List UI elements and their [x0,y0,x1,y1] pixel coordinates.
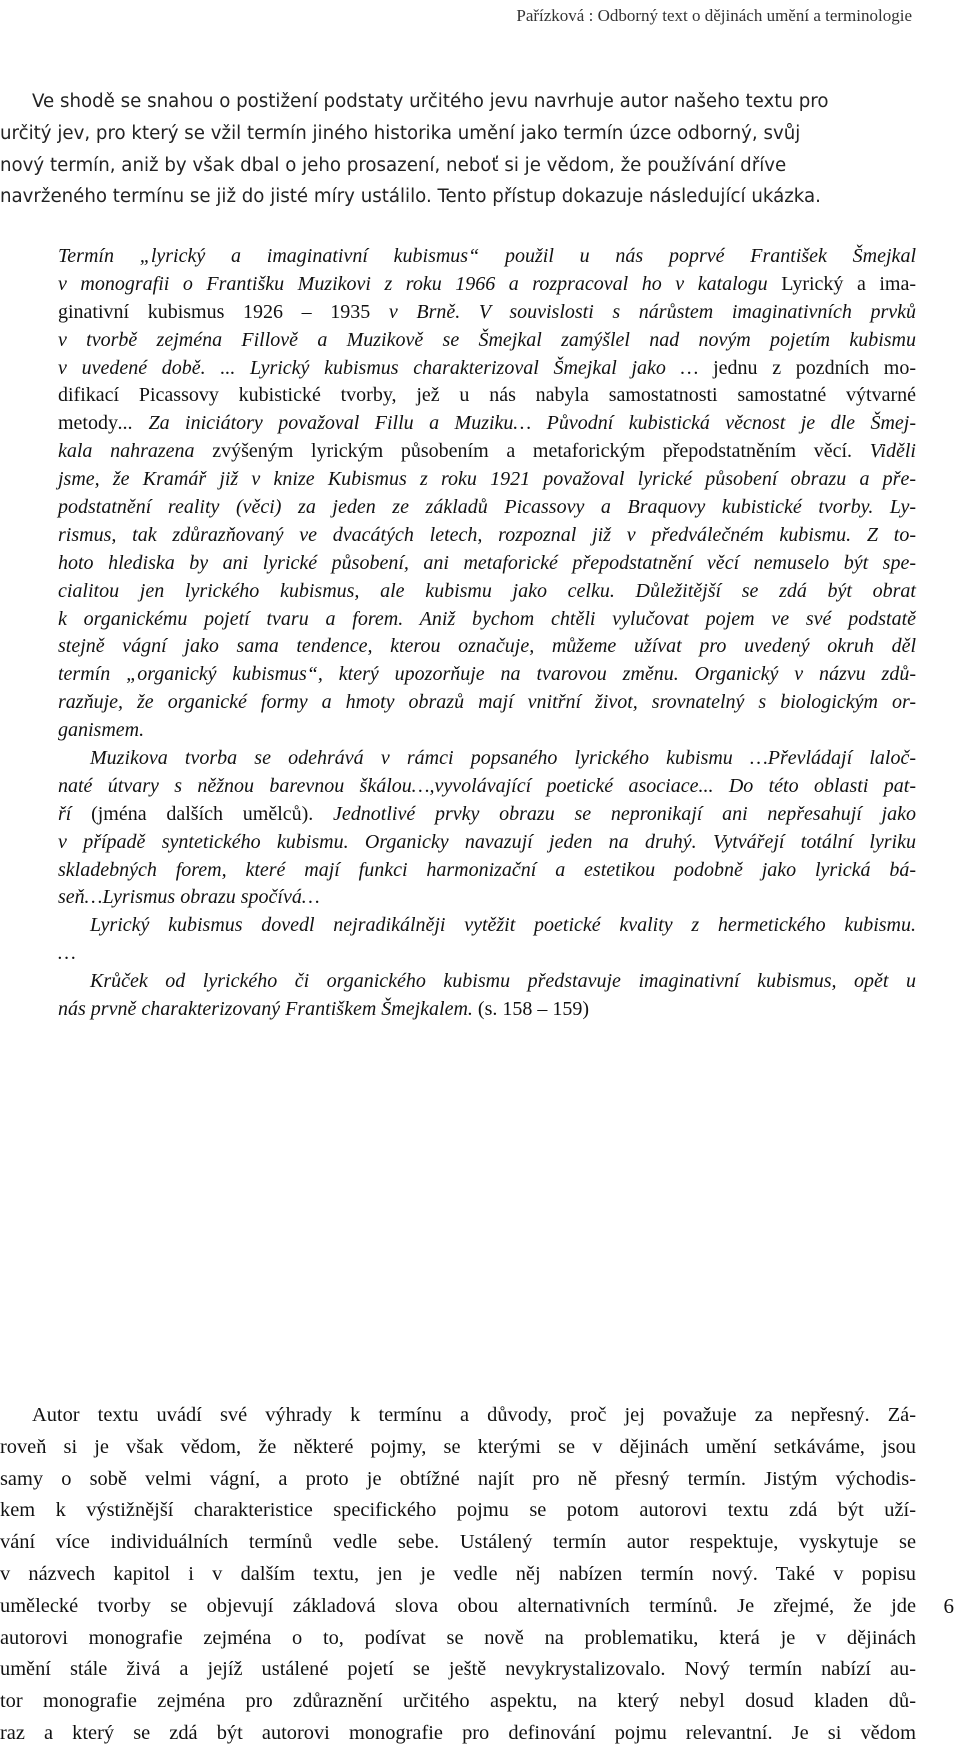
quote-line [58,996,916,1024]
italic-run: v uvedené době. ... Lyrický kubismus charakterizoval Šmejkal jako … [58,356,714,379]
roman-run: (jména dalších umělců). [91,802,334,825]
text-line: vání více individuálních termínů vedle sebe. Ustálený termín autor respektuje, vyskytuje se [0,1531,916,1554]
quote-line [58,243,916,271]
text-line: umělecké tvorby se objevují základová slova obou alternativních termínů. Je zřejmé, že jde [0,1594,916,1617]
quote-line [58,355,916,383]
italic-run: termín „organický kubismus“, který upozorňuje na tvarovou změnu. Organický v názvu zdů- [58,663,916,686]
block-quote [58,243,916,1024]
quote-line [58,773,916,801]
italic-run: v případě syntetického kubismu. Organicky navazují jeden na druhý. Vytvářejí totální lyriku [58,830,916,853]
roman-run: (s. 158 – 159) [477,998,590,1021]
running-header: Pařízková : Odborný text o dějinách umění a terminologie [516,6,912,25]
quote-line [58,633,916,661]
italic-run: seň…Lyrismus obrazu spočívá… [58,886,320,909]
italic-run: Muzikova tvorba se odehrává v rámci popsaného lyrického kubismu …Převládají laloč- [90,747,916,770]
italic-run: cialitou jen lyrického kubismus, ale kubismu jako celku. Důležitější se zdá být obrat [58,579,916,602]
italic-run: v Brně. V souvislosti s nárůstem imaginativních prvků [388,300,916,323]
quote-line [58,382,916,410]
italic-run: podstatnění reality (věci) za jeden ze základů Picassovy a Braquovy kubistické tvorby. Ly- [58,496,916,519]
quote-line [58,801,916,829]
text-line: raz a který se zdá být autorovi monografie pro definování pojmu relevantní. Je si vědom [0,1721,916,1744]
text-line: nový termín, aniž by však dbal o jeho prosazení, neboť si je vědom, že používání dříve [0,154,787,176]
italic-run: Lyrický kubismus dovedl nejradikálněji vytěžit poetické kvality z hermetického kubismu. [90,914,916,937]
quote-line [58,494,916,522]
text-line: Ve shodě se snahou o postižení podstaty určitého jevu navrhuje autor našeho textu pro [32,91,829,112]
italic-run: v monografii o Františku Muzikovi z roku 1966 a rozpracoval ho v katalogu [58,272,782,295]
quote-line [58,522,916,550]
italic-run: rismus, tak zdůrazňovaný ve dvacátých letech, rozpoznal již v předválečném kubismu. Z to- [58,523,916,546]
italic-run: hoto hlediska by ani lyrické působení, ani metaforické přepodstatnění věcí nemuselo být spe- [58,551,916,574]
quote-line [58,299,916,327]
quote-line [58,968,916,996]
quote-line [58,940,916,968]
quote-line [58,550,916,578]
quote-line [58,578,916,606]
intro-paragraph [0,86,916,213]
quote-line [58,271,916,299]
quote-line [58,717,916,745]
italic-run: ... Za iniciátory považoval Fillu a Muziku… Původní kubistická věcnost je dle Šmej- [118,412,916,435]
italic-run: … [58,942,76,965]
italic-run: stejně vágní jako sama tendence, kterou označuje, můžeme užívat pro uvedený okruh děl [58,635,916,658]
quote-line [58,745,916,773]
quote-line [58,884,916,912]
quote-line [58,661,916,689]
text-line: roveň si je však vědom, že některé pojmy, se kterými se v dějinách umění setkáváme, jsou [0,1435,916,1458]
italic-run: ří [58,802,92,825]
text-line: Autor textu uvádí své výhrady k termínu a důvody, proč jej považuje za nepřesný. Zá- [32,1404,916,1426]
roman-run: ginativní kubismus 1926 – 1935 [58,300,389,323]
italic-run: naté útvary s něžnou barevnou škálou…,vyvolávající poetické asociace... Do této oblasti pat- [58,774,916,797]
text-line: umění stále živá a jejíž ustálené pojetí se ještě nevykrystalizovalo. Nový termín nabízí au- [0,1658,916,1681]
quote-line [58,829,916,857]
italic-run: Krůček od lyrického či organického kubismu představuje imaginativní kubismus, opět u [90,970,916,993]
text-line: autorovi monografie zejména o to, podívat se nově na problematiku, která je v dějinách [0,1626,916,1649]
quote-line [58,689,916,717]
quote-line [58,438,916,466]
roman-run: zvýšeným lyrickým působením a metaforickým přepodstatněním věcí. [212,440,870,463]
italic-run: skladebných forem, které mají funkci harmonizační a estetikou podobně jako lyrická bá- [58,858,916,881]
italic-run: ganismem. [58,719,145,742]
quote-line [58,857,916,885]
quote-line [58,327,916,355]
italic-run: jsme, že Kramář již v knize Kubismus z roku 1921 považoval lyrické působení obrazu a pře- [58,468,916,491]
italic-run: Viděli [869,440,916,463]
text-line: v názvech kapitol i v dalším textu, jen je vedle něj nabízen termín nový. Také v popisu [0,1562,916,1585]
roman-run: jednu z pozdních mo- [713,356,916,379]
italic-run: Termín „lyrický a imaginativní kubismus“ použil u nás poprvé František Šmejkal [58,245,916,267]
roman-run: difikací Picassovy kubistické tvorby, jež u nás nabyla samostatnosti samostatné výtvarné [58,384,916,407]
italic-run: razňuje, že organické formy a hmoty obrazů mají vnitřní život, srovnatelný s biologickým or- [58,691,916,714]
page-number: 6 [943,1594,954,1618]
text-line: kem k výstižnější charakteristice specifického pojmu se potom autorovi textu zdá být uží- [0,1499,916,1522]
italic-run: k organickému pojetí tvaru a forem. Aniž bychom chtěli vylučovat pojem ve své podstatě [58,607,916,630]
quote-line [58,912,916,940]
italic-run: v tvorbě zejména Fillově a Muzikově se Šmejkal zamýšlel nad novým pojetím kubismu [58,328,916,351]
roman-run: Lyrický a ima- [781,272,917,295]
italic-run: Jednotlivé prvky obrazu se nepronikají ani nepřesahují jako [333,802,916,825]
body-paragraph [0,1400,916,1750]
text-line: tor monografie zejména pro zdůraznění určitého aspektu, na který nebyl dosud kladen dů- [0,1690,916,1713]
quote-line [58,466,916,494]
text-line: určitý jev, pro který se vžil termín jiného historika umění jako termín úzce odborný, svůj [0,122,801,144]
quote-line [58,606,916,634]
italic-run: nás prvně charakterizovaný Františkem Šmejkalem. [58,998,478,1021]
text-line: navrženého termínu se již do jisté míry ustálilo. Tento přístup dokazuje následující ukázka. [0,186,821,208]
quote-line [58,410,916,438]
roman-run: metody [58,412,118,435]
text-line: samy o sobě velmi vágní, a proto je obtížné najít pro ně přesný termín. Jistým východis- [0,1467,916,1490]
italic-run: kala nahrazena [58,440,213,463]
